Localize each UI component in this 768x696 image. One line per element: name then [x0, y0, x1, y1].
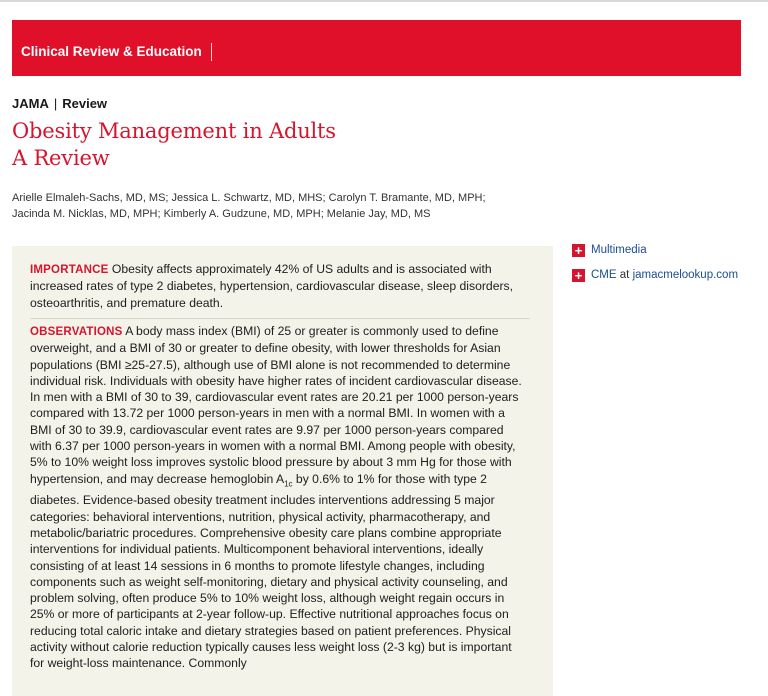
title-line-2: A Review [12, 146, 110, 170]
observations-text-2: by 0.6% to 1% for those with type 2 diabetes. Evidence-based obesity treatment includes interventions addressing 5 major categories: behavioral interventions, nutrition, physical activity, pharmacotherapy, and metabolic/bariatric procedures. Comprehensive obesity care plans combine appropriate interventions for individual patients. Multicomponent behavioral interventions, ideally consisting of at least 14 sessions in 6 months to promote lifestyle changes, including components such as weight self-monitoring, dietary and physical activity counseling, and problem solving, often produce 5% to 10% weight loss, although weight regain occurs in 25% or more of participants at 2-year follow-up. Effective nutritional approaches focus on reducing total caloric intake and dietary strategies based on patient preferences. Physical activity without calorie reduction typically causes less weight loss (2-3 kg) but is important for weight-loss maintenance. Commonly [30, 471, 512, 671]
abstract-box [12, 246, 553, 696]
journal-name: JAMA [12, 96, 49, 111]
importance-paragraph [30, 261, 528, 311]
multimedia-label[interactable]: Multimedia [591, 244, 647, 256]
plus-icon: + [572, 244, 585, 257]
author-list [12, 190, 572, 222]
header-separator: | [53, 96, 58, 111]
authors-line-1: Arielle Elmaleh-Sachs, MD, MS; Jessica L. Schwartz, MD, MHS; Carolyn T. Bramante, MD, MPH; [12, 192, 486, 204]
importance-label: IMPORTANCE [30, 264, 109, 276]
multimedia-link[interactable] [572, 244, 647, 257]
observations-text-1: A body mass index (BMI) of 25 or greater is commonly used to define overweight, and a BMI of 30 or greater to define obesity, with lower thresholds for Asian populations (BMI ≥25-27.5), although use of BMI alone is not recommended to determine individual risk. Individuals with obesity have higher rates of incident cardiovascular disease. In men with a BMI of 30 to 39, cardiovascular event rates are 20.21 per 1000 person-years compared with 13.72 per 1000 person-years in men with a normal BMI. In women with a BMI of 30 to 39.9, cardiovascular event rates are 9.97 per 1000 person-years compared with 6.37 per 1000 person-years in women with a normal BMI. Among people with obesity, 5% to 10% weight loss improves systolic blood pressure by about 3 mm Hg for those with hypertension, and may decrease hemoglobin A [30, 324, 522, 486]
plus-icon: + [572, 269, 585, 282]
hba1c-subscript: 1c [284, 479, 293, 489]
cme-link[interactable] [572, 269, 738, 282]
cme-at: at [619, 269, 630, 281]
article-title [12, 118, 336, 172]
journal-header [12, 96, 107, 111]
cme-label[interactable]: CME [591, 269, 617, 281]
top-border [0, 0, 768, 2]
cme-url[interactable]: jamacmelookup.com [632, 269, 739, 281]
observations-paragraph [30, 323, 528, 672]
authors-line-2: Jacinda M. Nicklas, MD, MPH; Kimberly A. Gudzune, MD, MPH; Melanie Jay, MD, MS [12, 208, 431, 220]
section-banner [12, 20, 741, 76]
article-type: Review [62, 96, 108, 111]
importance-text: Obesity affects approximately 42% of US adults and is associated with increased rates of type 2 diabetes, hypertension, cardiovascular disease, sleep disorders, osteoarthritis, and premature death. [30, 262, 514, 310]
title-line-1: Obesity Management in Adults [12, 119, 336, 143]
abstract-divider [30, 318, 530, 319]
section-label[interactable]: Clinical Review & Education [21, 43, 212, 61]
observations-label: OBSERVATIONS [30, 326, 123, 338]
